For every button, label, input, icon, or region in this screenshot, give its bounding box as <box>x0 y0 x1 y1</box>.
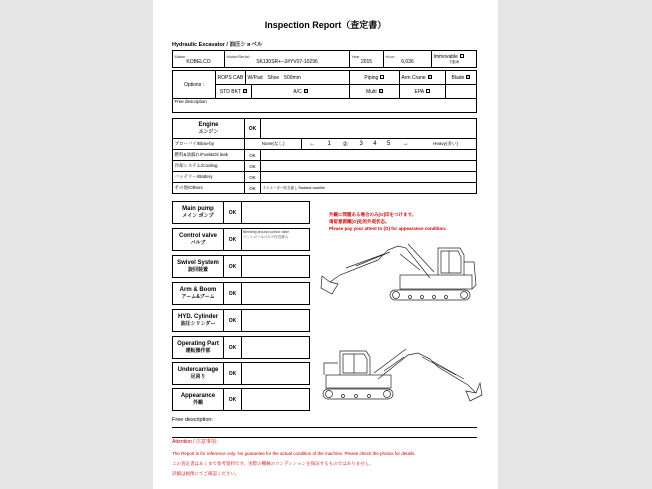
report-title: Inspection Report（査定書） <box>264 20 387 30</box>
option-shoe: W/Pad Shoe 500mm <box>246 71 350 85</box>
options-free-description: Free description <box>173 99 477 113</box>
main-pump-status: OK <box>224 202 242 223</box>
option-epa: EPA <box>399 85 445 99</box>
model-cell: Model/Serial : SK130SR+--3#YV07-10296 <box>225 51 350 68</box>
info-table <box>172 50 477 68</box>
component-operating-part: Operating Part 運転操作部 OK <box>172 336 310 359</box>
component-appearance: Appearance 外観 OK <box>172 388 310 411</box>
immovable-cell: Immovable 不動車 <box>432 51 477 68</box>
option-std-bkt: STD BKT✓ <box>216 85 252 99</box>
engine-table: Engine エンジン OK ブローバイ/Blow-by None(なし) ← 1 ② 3 4 5 → Heavy(多い) 燃料&油漏れ/Fuel&Oil leak OK 冷却システム/Cooling OK バッテリー/Battery OK その他/Others OK ラジエーター吹き漏し Radiator backfire <box>172 118 477 194</box>
options-label: Options : <box>173 71 216 99</box>
free-description-label: Free description: <box>172 417 213 423</box>
excavator-side-view-diagram <box>318 240 483 305</box>
appearance-note: 外観に問題ある場合のみ[O]印をつけます。 请留意圆圈[O]处的外观状态。 Please pay your attent to (O) for appearance condition. <box>329 212 447 231</box>
component-swivel-system: Swivel System 旋回装置 OK <box>172 255 310 278</box>
battery-label: バッテリー/Battery <box>173 172 245 183</box>
report-page <box>153 0 498 489</box>
machine-type: Hydraulic Excavator / 油圧ショベル <box>172 42 263 48</box>
maker-value: KOBELCO <box>186 58 211 65</box>
fuel-oil-label: 燃料&油漏れ/Fuel&Oil leak <box>173 150 245 161</box>
epa-checkbox[interactable] <box>426 89 430 93</box>
component-hyd-cylinder: HYD. Cylinder 油圧シリンダー OK <box>172 309 310 332</box>
engine-status: OK <box>245 119 261 139</box>
option-piping: Piping <box>349 71 399 85</box>
control-valve-note: Bleeding around control valve コントロールバルブ付近滲み <box>243 230 290 239</box>
component-main-pump: Main pump メイン ポンプ OK <box>172 201 310 224</box>
operating-part-status: OK <box>224 337 242 358</box>
option-rops: ROPS CAB <box>216 71 246 85</box>
component-undercarriage: Undercarriage 足回り OK <box>172 362 310 385</box>
arm-crane-checkbox[interactable] <box>428 75 432 79</box>
year-cell: Year : 2015 <box>350 51 384 68</box>
component-control-valve: Control valve バルブ OK Bleeding around control valve コントロールバルブ付近滲み <box>172 228 310 251</box>
multi-checkbox[interactable] <box>379 89 383 93</box>
immovable-checkbox[interactable] <box>460 54 464 58</box>
others-value: OK <box>245 183 261 194</box>
option-blade: Blade✓ <box>445 71 476 85</box>
undercarriage-status: OK <box>224 363 242 384</box>
options-table <box>172 70 477 113</box>
blowby-none: None(なし) <box>245 139 302 150</box>
blowby-label: ブローバイ/Blow-by <box>173 139 245 150</box>
year-value: 2015 <box>360 58 373 65</box>
option-arm-crane: Arm Crane✓ <box>399 71 445 85</box>
blade-checkbox[interactable] <box>466 75 470 79</box>
excavator-front-view-diagram <box>318 345 483 405</box>
fuel-oil-value: OK <box>245 150 261 161</box>
control-valve-status: OK <box>224 229 242 250</box>
cooling-label: 冷却システム/Cooling <box>173 161 245 172</box>
cooling-value: OK <box>245 161 261 172</box>
attention-title: Attention / 注意事項： <box>172 439 221 445</box>
attention-text: The Report is for reference only. No guarantee for the actual condition of the machine. Please check the photos for details. この査定書はあくまで参考資料です。実際の機械のコンディションを保証するものではありません。 詳細は画像にてご確認ください。 <box>172 451 416 476</box>
engine-title: Engine エンジン <box>173 119 245 139</box>
divider <box>172 427 477 428</box>
std-bkt-checkbox[interactable] <box>243 89 247 93</box>
blowby-heavy: Heavy(多い) <box>415 139 476 150</box>
battery-value: OK <box>245 172 261 183</box>
component-arm-boom: Arm & Boom アーム&ブーム OK <box>172 282 310 305</box>
model-value: SK130SR+--3#YV07-10296 <box>256 58 318 65</box>
maker-cell: Maker : KOBELCO <box>173 51 225 68</box>
option-ac: A/C✓ <box>251 85 349 99</box>
hour-cell: Hour : 6,036 <box>384 51 432 68</box>
arm-boom-status: OK <box>224 283 242 304</box>
ac-checkbox[interactable] <box>304 89 308 93</box>
swivel-status: OK <box>224 256 242 277</box>
blowby-selected: ② <box>342 141 348 148</box>
appearance-status: OK <box>224 389 242 410</box>
option-multi: Multi✓ <box>349 85 399 99</box>
hyd-cylinder-status: OK <box>224 310 242 331</box>
others-label: その他/Others <box>173 183 245 194</box>
piping-checkbox[interactable] <box>380 75 384 79</box>
hour-value: 6,036 <box>401 58 414 65</box>
others-note: ラジエーター吹き漏し Radiator backfire <box>261 183 477 194</box>
